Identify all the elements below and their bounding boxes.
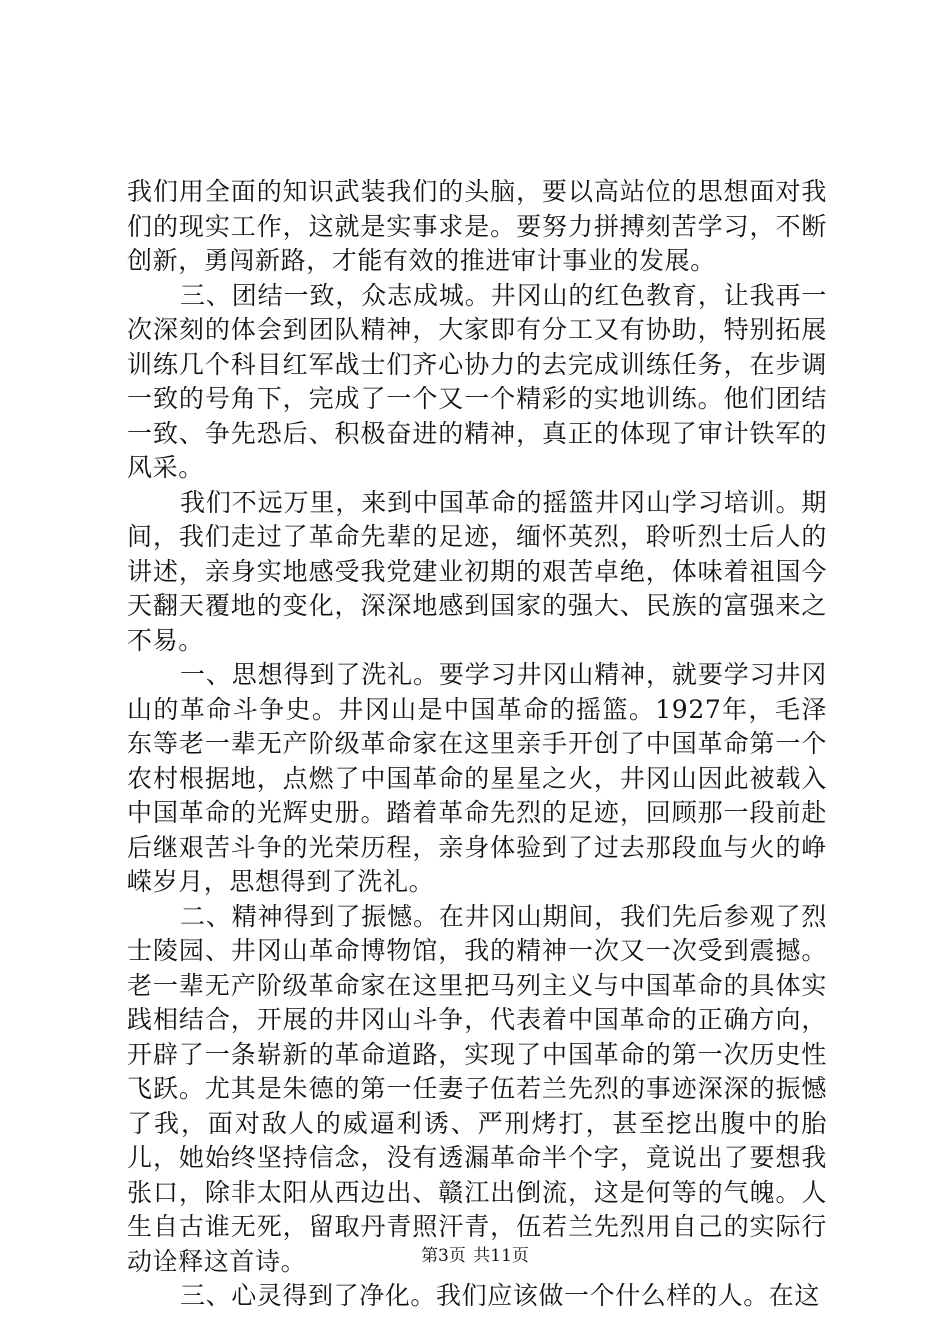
page-number: 第3页 — [421, 1246, 466, 1266]
paragraph-continuation: 我们用全面的知识武装我们的头脑，要以高站位的思想面对我们的现实工作，这就是实事求是。要努力拼搏刻苦学习，不断创新，勇闯新路，才能有效的推进审计事业的发展。 — [127, 177, 827, 275]
paragraph-spirit-shock: 二、精神得到了振憾。在井冈山期间，我们先后参观了烈士陵园、井冈山革命博物馆，我的精神一次又一次受到震撼。老一辈无产阶级革命家在这里把马列主义与中国革命的具体实践相结合，开展的井冈山斗争，代表着中国革命的正确方向，开辟了一条崭新的革命道路，实现了中国革命的第一次历史性飞跃。尤其是朱德的第一任妻子伍若兰先烈的事迹深深的振憾了我，面对敌人的威逼利诱、严刑烤打，甚至挖出腹中的胎儿，她始终坚持信念，没有透漏革命半个字，竟说出了要想我张口，除非太阳从西边出、赣江出倒流，这是何等的气魄。人生自古谁无死，留取丹青照汗青，伍若兰先烈用自己的实际行动诠释这首诗。 — [127, 901, 827, 1276]
paragraph-thought-baptism: 一、思想得到了洗礼。要学习井冈山精神，就要学习井冈山的革命斗争史。井冈山是中国革命的摇篮。1927年，毛泽东等老一辈无产阶级革命家在这里亲手开创了中国革命第一个农村根据地，点燃了中国革命的星星之火，井冈山因此被载入中国革命的光辉史册。踏着革命先烈的足迹，回顾那一段前赴后继艰苦斗争的光荣历程，亲身体验到了过去那段血与火的峥嵘岁月，思想得到了洗礼。 — [127, 660, 827, 896]
document-body — [127, 175, 827, 1314]
page-footer — [0, 1244, 950, 1268]
paragraph-team-unity: 三、团结一致，众志成城。井冈山的红色教育，让我再一次深刻的体会到团队精神，大家即有分工又有协助，特别拓展训练几个科目红军战士们齐心协力的去完成训练任务，在步调一致的号角下，完成了一个又一个精彩的实地训练。他们团结一致、争先恐后、积极奋进的精神，真正的体现了审计铁军的风采。 — [127, 280, 827, 482]
paragraph-jinggangshan-intro: 我们不远万里，来到中国革命的摇篮井冈山学习培训。期间，我们走过了革命先辈的足迹，缅怀英烈，聆听烈士后人的讲述，亲身实地感受我党建业初期的艰苦卓绝，体味着祖国今天翻天覆地的变化，深深地感到国家的强大、民族的富强来之不易。 — [127, 487, 827, 655]
paragraph-soul-purification: 三、心灵得到了净化。我们应该做一个什么样的人。在这 — [180, 1281, 821, 1310]
page-total: 共11页 — [473, 1246, 529, 1266]
